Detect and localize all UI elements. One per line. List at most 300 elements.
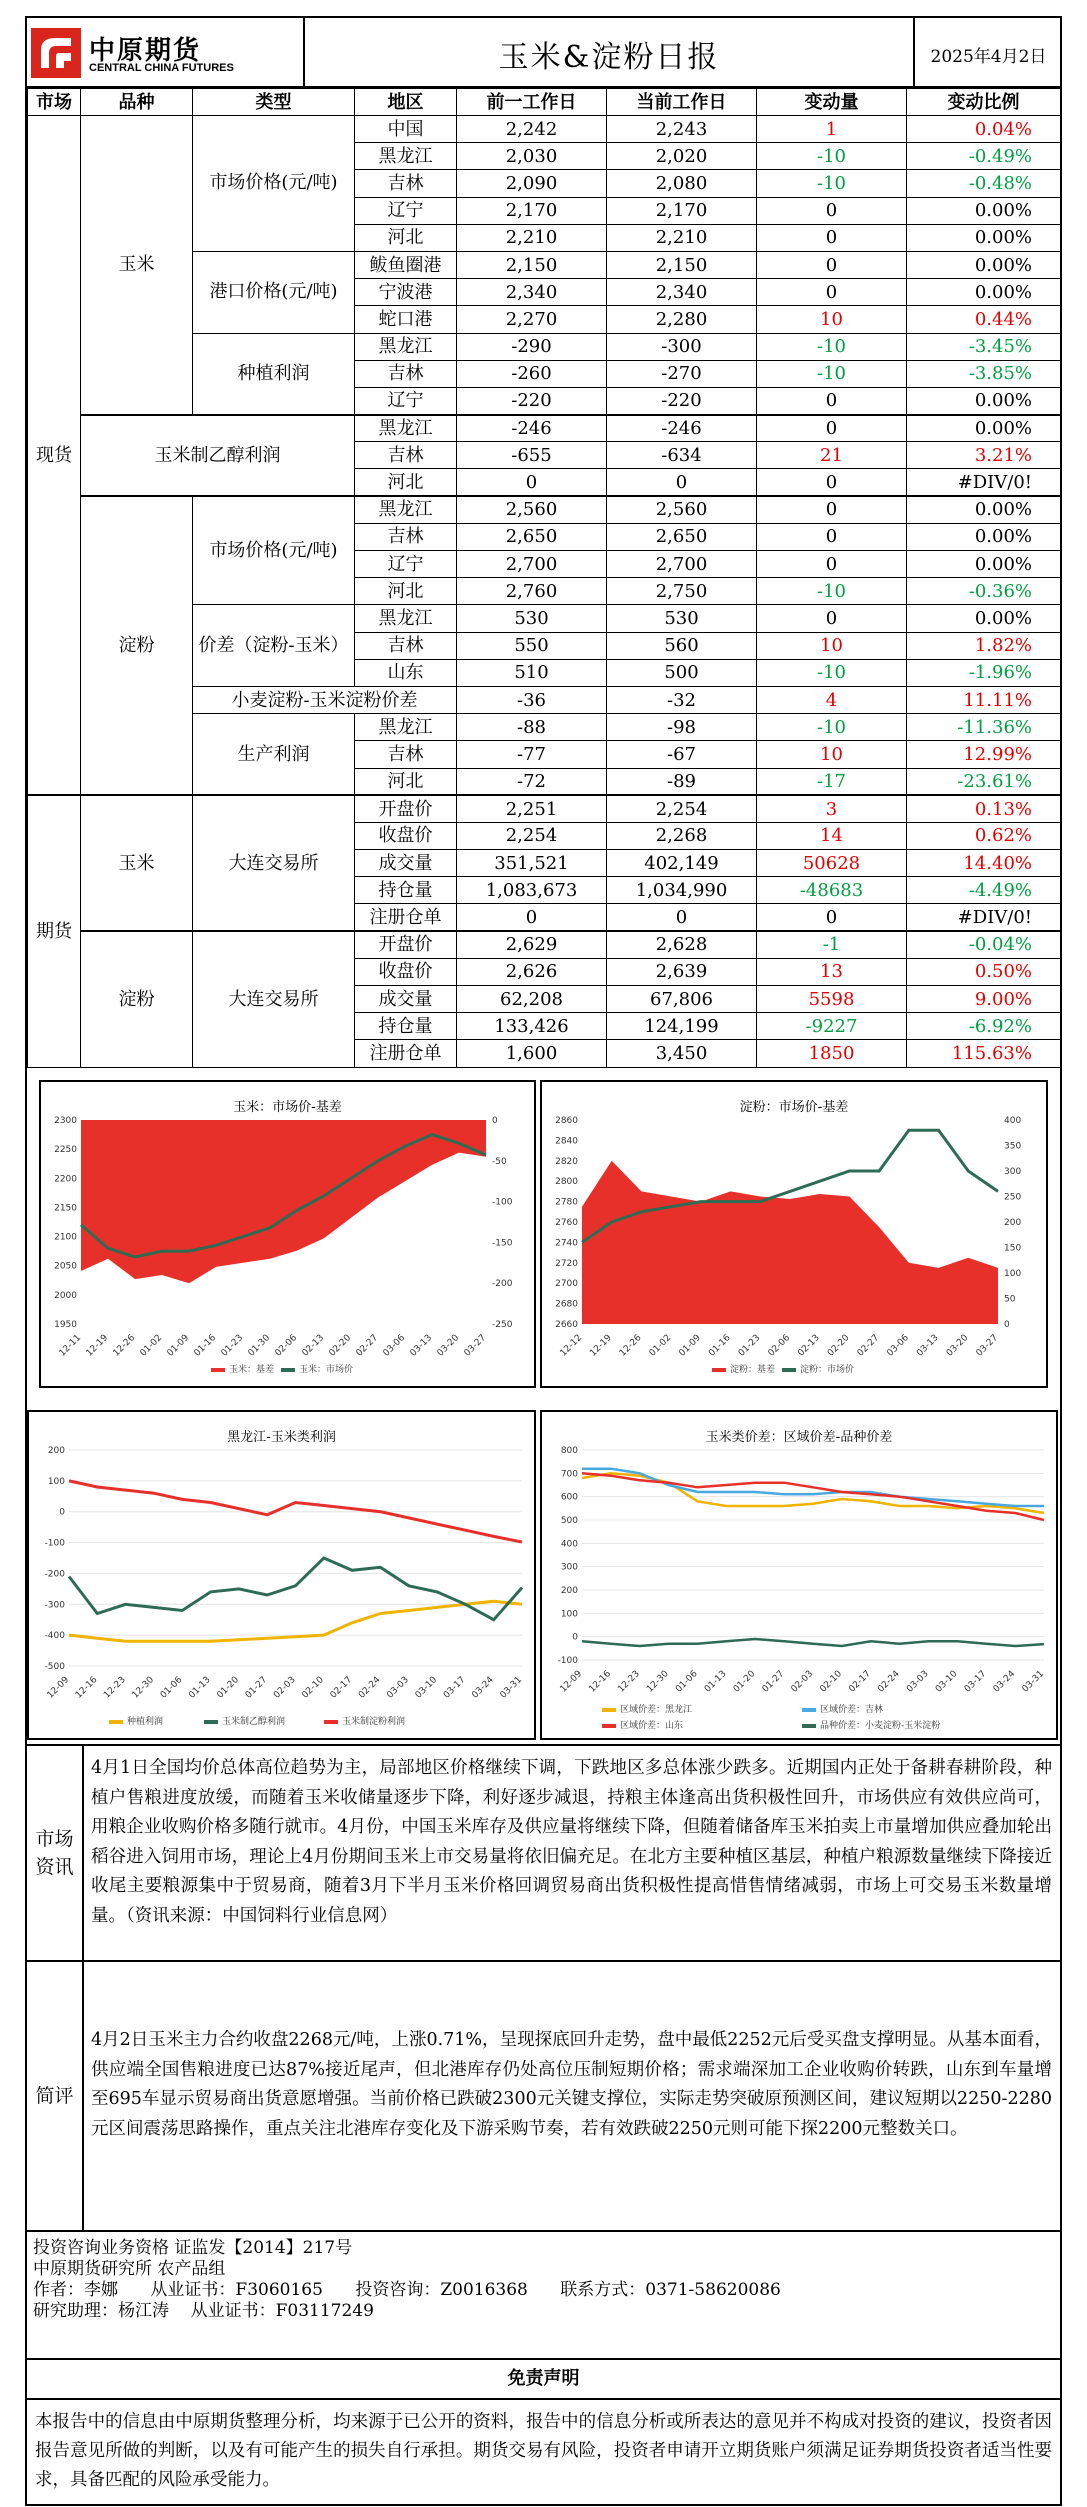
change-pct-cell: 12.99% [907,741,1061,768]
y-tick-label: 100 [560,1609,578,1620]
x-tick-label: 01-09 [677,1333,703,1359]
legend-swatch [109,1720,123,1724]
chart-svg [542,1082,1046,1386]
variety-cell: 淀粉 [81,931,193,1067]
change-pct-cell: 115.63% [907,1040,1061,1067]
x-tick-label: 02-27 [354,1333,381,1359]
chart-heilongjiang-profit [27,1410,536,1740]
region-cell: 河北 [355,469,457,496]
y-tick-label: 2700 [555,1279,578,1290]
change-pct-cell: -0.04% [907,931,1061,958]
prev-value-cell: -655 [457,442,607,469]
current-value-cell: 2,170 [607,197,757,224]
x-tick-label: 01-13 [187,1675,213,1701]
current-value-cell: 1,034,990 [607,877,757,904]
prev-value-cell: 2,251 [457,795,607,822]
prev-value-cell: -260 [457,360,607,387]
current-value-cell: -270 [607,360,757,387]
y2-tick-label: 150 [1004,1243,1022,1254]
change-pct-cell: 0.13% [907,795,1061,822]
area-series [582,1161,998,1324]
logo-mark-icon [31,28,81,78]
line-series [69,1558,522,1620]
prev-value-cell: 2,030 [457,143,607,170]
change-cell: 3 [757,795,907,822]
author-line: 作者：李娜 从业证书：F3060165 投资咨询：Z0016368 联系方式：0371-58620086 [33,2280,781,2300]
change-cell: 0 [757,523,907,550]
legend-label: 种植利润 [127,1717,164,1727]
y2-tick-label: 200 [1004,1218,1022,1228]
type-cell: 生产利润 [193,714,355,796]
change-cell: 21 [757,442,907,469]
prev-value-cell: 1,600 [457,1040,607,1067]
variety-cell: 玉米 [81,795,193,931]
y-tick-label: -500 [44,1662,65,1672]
x-tick-label: 03-31 [498,1675,525,1701]
change-pct-cell: -0.49% [907,143,1061,170]
change-pct-cell: 0.44% [907,306,1061,333]
type-cell: 大连交易所 [193,931,355,1067]
current-value-cell: 2,628 [607,931,757,958]
x-tick-label: 02-06 [273,1333,300,1359]
market-info-section [27,1746,1060,1962]
x-tick-label: 03-24 [991,1669,1018,1695]
current-value-cell: -300 [607,333,757,360]
region-cell: 成交量 [355,850,457,877]
change-pct-cell: -3.85% [907,360,1061,387]
change-cell: 0 [757,904,907,931]
change-cell: 5598 [757,986,907,1013]
x-tick-label: 03-27 [462,1333,489,1359]
region-cell: 开盘价 [355,931,457,958]
region-cell: 注册仓单 [355,904,457,931]
prev-value-cell: 2,560 [457,496,607,523]
change-cell: -10 [757,714,907,741]
change-pct-cell: 3.21% [907,442,1061,469]
prev-value-cell: -220 [457,387,607,414]
change-cell: 0 [757,251,907,278]
commentary-section [27,1962,1060,2232]
region-cell: 吉林 [355,360,457,387]
prev-value-cell: 2,650 [457,523,607,550]
x-tick-label: 02-17 [847,1669,873,1695]
column-header: 前一工作日 [457,89,607,116]
legend-label: 区域价差：山东 [620,1721,684,1731]
x-tick-label: 03-13 [408,1333,435,1359]
region-cell: 吉林 [355,442,457,469]
charts-area [27,1070,1060,1746]
change-pct-cell: #DIV/0! [907,469,1061,496]
x-tick-label: 02-10 [818,1669,844,1695]
prev-value-cell: 2,254 [457,822,607,849]
change-cell: 10 [757,741,907,768]
x-tick-label: 01-06 [158,1675,185,1701]
disclaimer-title: 免责声明 [27,2360,1060,2400]
legend-label: 玉米制淀粉利润 [342,1717,406,1727]
x-tick-label: 01-06 [674,1669,700,1695]
logo-subtext: CENTRAL CHINA FUTURES [89,62,234,74]
y-tick-label: -400 [44,1631,65,1642]
y-tick-label: 0 [59,1507,65,1518]
current-value-cell: -67 [607,741,757,768]
change-cell: -10 [757,333,907,360]
current-value-cell: 2,150 [607,251,757,278]
y-tick-label: 2660 [555,1320,578,1330]
region-cell: 中国 [355,116,457,143]
current-value-cell: 2,700 [607,551,757,578]
y-tick-label: 2720 [555,1258,578,1269]
legend-swatch [602,1708,616,1712]
prev-value-cell: 510 [457,659,607,686]
y-tick-label: 2820 [555,1156,578,1167]
x-tick-label: 02-27 [855,1333,882,1359]
change-cell: 50628 [757,850,907,877]
x-tick-label: 02-20 [327,1333,354,1359]
table-row [28,116,1061,143]
prev-value-cell: -290 [457,333,607,360]
legend-label: 淀粉：基差 [730,1365,776,1375]
current-value-cell: 2,639 [607,958,757,985]
prev-value-cell: -77 [457,741,607,768]
x-tick-label: 03-20 [944,1333,971,1359]
y-tick-label: 1950 [54,1320,77,1330]
change-cell: 14 [757,822,907,849]
region-cell: 黑龙江 [355,143,457,170]
price-table [27,88,1061,1068]
change-pct-cell: 1.82% [907,632,1061,659]
change-cell: -1 [757,931,907,958]
y-tick-label: 2680 [555,1299,578,1310]
region-cell: 吉林 [355,741,457,768]
y-tick-label: 2800 [555,1177,578,1188]
change-cell: -10 [757,360,907,387]
column-header: 类型 [193,89,355,116]
x-tick-label: 01-02 [647,1333,674,1359]
x-tick-label: 03-20 [435,1333,462,1359]
chart-corn-spreads [540,1410,1058,1740]
change-cell: 4 [757,686,907,713]
prev-value-cell: 2,170 [457,197,607,224]
x-tick-label: 12-26 [111,1333,138,1359]
change-cell: -48683 [757,877,907,904]
column-header: 变动量 [757,89,907,116]
y-tick-label: -200 [44,1569,65,1580]
change-pct-cell: 0.00% [907,551,1061,578]
current-value-cell: -634 [607,442,757,469]
assistant-line: 研究助理：杨江涛 从业证书：F03117249 [33,2301,374,2321]
column-header: 当前工作日 [607,89,757,116]
disclaimer-text: 本报告中的信息由中原期货整理分析，均来源于已公开的资料，报告中的信息分析或所表达的意见并不构成对投资的建议，投资者因报告意见所做的判断，以及有可能产生的损失自行承担。期货交易有风险，投资者申请开立期货账户须满足证券期货投资者适当性要求，具备匹配的风险承受能力。 [35,2412,1052,2490]
prev-value-cell: 2,150 [457,251,607,278]
y2-tick-label: 0 [1004,1320,1010,1330]
change-cell: -10 [757,659,907,686]
legend-swatch [782,1368,796,1372]
prev-value-cell: 62,208 [457,986,607,1013]
current-value-cell: -220 [607,387,757,414]
change-pct-cell: 0.00% [907,523,1061,550]
current-value-cell: -89 [607,768,757,795]
commentary-label: 简评 [27,1962,84,2230]
y-tick-label: 0 [572,1632,578,1643]
change-pct-cell: -23.61% [907,768,1061,795]
type-cell: 价差（淀粉-玉米） [193,605,355,687]
x-tick-label: 03-31 [1020,1669,1047,1695]
x-tick-label: 03-17 [441,1675,468,1701]
x-tick-label: 12-12 [558,1333,585,1359]
prev-value-cell: 2,242 [457,116,607,143]
region-cell: 黑龙江 [355,496,457,523]
region-cell: 收盘价 [355,822,457,849]
y-tick-label: 2150 [54,1203,77,1214]
dept-line: 中原期货研究所 农产品组 [33,2259,226,2279]
x-tick-label: 02-24 [876,1669,902,1695]
type-cell: 市场价格(元/吨) [193,116,355,252]
table-row [28,795,1061,822]
legend-label: 区域价差：吉林 [820,1705,884,1715]
y-tick-label: 2740 [555,1238,578,1249]
legend-swatch [802,1708,816,1712]
region-cell: 山东 [355,659,457,686]
change-cell: 10 [757,632,907,659]
table-row [28,931,1061,958]
legend-swatch [602,1724,616,1728]
current-value-cell: -246 [607,415,757,442]
y-tick-label: 2780 [555,1197,578,1208]
change-pct-cell: 0.00% [907,496,1061,523]
current-value-cell: 3,450 [607,1040,757,1067]
prev-value-cell: 2,210 [457,224,607,251]
prev-value-cell: 2,090 [457,170,607,197]
change-cell: -10 [757,143,907,170]
change-pct-cell: 0.62% [907,822,1061,849]
prev-value-cell: 2,700 [457,551,607,578]
current-value-cell: 402,149 [607,850,757,877]
change-pct-cell: 0.00% [907,415,1061,442]
change-cell: -10 [757,170,907,197]
change-cell: 0 [757,387,907,414]
y-tick-label: 2760 [555,1218,578,1228]
change-cell: 10 [757,306,907,333]
current-value-cell: 2,560 [607,496,757,523]
x-tick-label: 12-23 [102,1675,128,1701]
chart-title: 玉米类价差：区域价差-品种价差 [705,1430,893,1445]
x-tick-label: 01-27 [760,1669,787,1695]
change-cell: 0 [757,224,907,251]
current-value-cell: 0 [607,904,757,931]
x-tick-label: 01-23 [219,1333,246,1359]
region-cell: 持仓量 [355,1013,457,1040]
region-cell: 鲅鱼圈港 [355,251,457,278]
prev-value-cell: -246 [457,415,607,442]
x-tick-label: 12-09 [45,1675,72,1701]
legend-label: 淀粉：市场价 [800,1365,855,1375]
current-value-cell: 2,210 [607,224,757,251]
area-series [81,1120,486,1283]
y2-tick-label: -150 [492,1238,513,1249]
column-header: 品种 [81,89,193,116]
y-tick-label: 2100 [54,1232,77,1243]
prev-value-cell: 0 [457,469,607,496]
chart-svg [542,1412,1056,1738]
x-tick-label: 02-13 [300,1333,327,1359]
change-cell: 0 [757,415,907,442]
market-info-label: 市场资讯 [27,1746,84,1960]
commentary-text: 4月2日玉米主力合约收盘2268元/吨，上涨0.71%，呈现探底回升走势，盘中最低2252元后受买盘支撑明显。从基本面看，供应端全国售粮进度已达87%接近尾声，但北港库存仍处高位压制短期价格；需求端深加工企业收购价转跌，山东到车量增至695车显示贸易商出货意愿增强。当前价格已跌破2300元关键支撑位，实际走势突破原预测区间，建议短期以2250-2280元区间震荡思路操作，重点关注北港库存变化及下游采购节奏，若有效跌破2250元则可能下探2200元整数关口。 [91,2030,1052,2139]
y2-tick-label: -200 [492,1279,513,1290]
region-cell: 河北 [355,578,457,605]
current-value-cell: 0 [607,469,757,496]
legend-swatch [802,1724,816,1728]
y2-tick-label: 100 [1004,1269,1022,1279]
y-tick-label: 2250 [54,1145,77,1156]
chart-svg [29,1412,534,1738]
x-tick-label: 03-10 [413,1675,440,1701]
chart-title: 黑龙江-玉米类利润 [227,1430,336,1445]
license-line: 投资咨询业务资格 证监发【2014】217号 [33,2238,353,2258]
change-pct-cell: #DIV/0! [907,904,1061,931]
x-tick-label: 12-26 [617,1333,644,1359]
x-tick-label: 12-30 [645,1669,671,1695]
prev-value-cell: 1,083,673 [457,877,607,904]
variety-cell: 淀粉 [81,496,193,795]
y-tick-label: 200 [560,1586,578,1596]
region-cell: 黑龙江 [355,333,457,360]
header-divider [913,18,915,88]
x-tick-label: 12-16 [73,1675,100,1701]
change-pct-cell: 0.00% [907,387,1061,414]
change-cell: 0 [757,469,907,496]
logo-text: 中原期货 [89,35,202,65]
table-row [28,496,1061,523]
current-value-cell: -32 [607,686,757,713]
change-cell: 13 [757,958,907,985]
x-tick-label: 01-20 [215,1675,241,1701]
change-pct-cell: 14.40% [907,850,1061,877]
change-pct-cell: 0.04% [907,116,1061,143]
legend-swatch [324,1720,338,1724]
region-cell: 河北 [355,768,457,795]
type-cell: 大连交易所 [193,795,355,931]
type-cell: 港口价格(元/吨) [193,251,355,333]
type-cell: 市场价格(元/吨) [193,496,355,605]
x-tick-label: 01-23 [736,1333,763,1359]
change-cell: 1850 [757,1040,907,1067]
x-tick-label: 01-16 [192,1333,219,1359]
x-tick-label: 01-27 [243,1675,270,1701]
change-pct-cell: -11.36% [907,714,1061,741]
region-cell: 蛇口港 [355,306,457,333]
y2-tick-label: 0 [492,1116,498,1126]
x-tick-label: 03-03 [905,1669,931,1695]
prev-value-cell: 2,760 [457,578,607,605]
x-tick-label: 01-13 [702,1669,729,1695]
y-tick-label: 800 [560,1446,578,1456]
chart-title: 玉米：市场价-基差 [233,1100,342,1115]
prev-value-cell: 0 [457,904,607,931]
y-tick-label: 500 [560,1516,578,1526]
x-tick-label: 01-02 [138,1333,165,1359]
region-cell: 辽宁 [355,197,457,224]
x-tick-label: 12-30 [130,1675,157,1701]
region-cell: 开盘价 [355,795,457,822]
x-tick-label: 03-27 [974,1333,1001,1359]
y-tick-label: -100 [44,1538,65,1549]
x-tick-label: 12-11 [57,1333,84,1359]
change-pct-cell: -1.96% [907,659,1061,686]
y-tick-label: 2050 [54,1261,77,1272]
region-cell: 成交量 [355,986,457,1013]
y-tick-label: 700 [560,1469,578,1480]
current-value-cell: 2,750 [607,578,757,605]
x-tick-label: 01-20 [731,1669,758,1695]
change-cell: -9227 [757,1013,907,1040]
region-cell: 收盘价 [355,958,457,985]
x-tick-label: 02-17 [328,1675,355,1701]
type-cell: 玉米制乙醇利润 [81,415,355,497]
x-tick-label: 01-30 [246,1333,273,1359]
x-tick-label: 03-17 [962,1669,989,1695]
change-pct-cell: -3.45% [907,333,1061,360]
prev-value-cell: 2,340 [457,279,607,306]
legend-swatch [281,1368,295,1372]
legend-swatch [204,1720,218,1724]
change-pct-cell: 0.50% [907,958,1061,985]
y-tick-label: 100 [47,1476,65,1487]
y-tick-label: 2860 [555,1116,578,1126]
change-pct-cell: 0.00% [907,279,1061,306]
y-tick-label: 200 [47,1446,65,1456]
column-header: 变动比例 [907,89,1061,116]
change-pct-cell: 0.00% [907,197,1061,224]
region-cell: 吉林 [355,523,457,550]
prev-value-cell: -88 [457,714,607,741]
change-pct-cell: 0.00% [907,605,1061,632]
change-pct-cell: -0.36% [907,578,1061,605]
current-value-cell: 2,340 [607,279,757,306]
x-tick-label: 03-13 [915,1333,941,1359]
x-tick-label: 03-03 [385,1675,411,1701]
market-cell: 现货 [28,116,81,796]
y2-tick-label: -250 [492,1320,513,1330]
y2-tick-label: 300 [1004,1167,1022,1177]
region-cell: 辽宁 [355,551,457,578]
x-tick-label: 03-24 [470,1675,496,1701]
prev-value-cell: 550 [457,632,607,659]
legend-swatch [211,1368,225,1372]
current-value-cell: 67,806 [607,986,757,1013]
report-header [27,18,1060,88]
change-cell: 1 [757,116,907,143]
x-tick-label: 02-10 [300,1675,326,1701]
region-cell: 吉林 [355,170,457,197]
current-value-cell: 2,243 [607,116,757,143]
current-value-cell: 2,080 [607,170,757,197]
change-cell: 0 [757,551,907,578]
change-cell: -10 [757,578,907,605]
legend-swatch [712,1368,726,1372]
x-tick-label: 02-03 [789,1669,816,1695]
region-cell: 注册仓单 [355,1040,457,1067]
footer-info [27,2232,1060,2360]
legend-label: 玉米：基差 [229,1365,275,1375]
x-tick-label: 12-19 [84,1333,111,1359]
change-cell: 0 [757,496,907,523]
region-cell: 吉林 [355,632,457,659]
x-tick-label: 12-19 [588,1333,614,1359]
y2-tick-label: -100 [492,1197,513,1208]
y2-tick-label: 350 [1004,1141,1022,1152]
change-pct-cell: 0.00% [907,224,1061,251]
